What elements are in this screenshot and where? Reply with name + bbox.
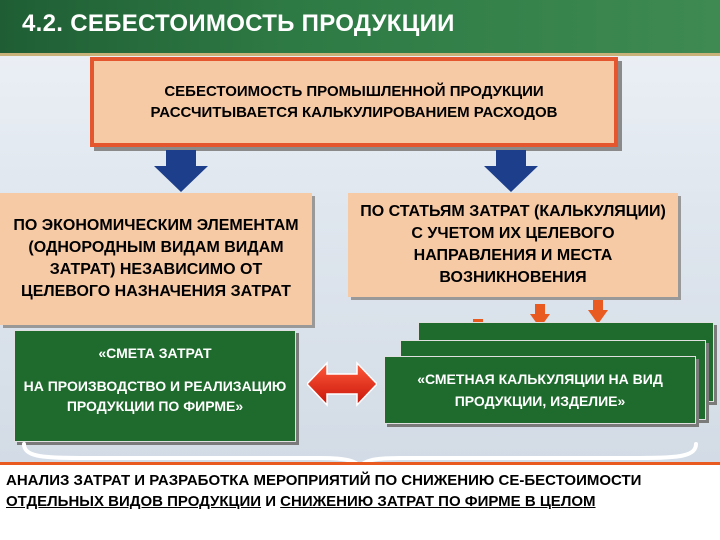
cost-items-box <box>348 193 678 297</box>
calculation-text: «СМЕТНАЯ КАЛЬКУЛЯЦИИ НА ВИД ПРОДУКЦИИ, ИЗДЕЛИЕ» <box>417 371 663 409</box>
double-arrow-icon <box>307 361 377 407</box>
conclusion-part1: АНАЛИЗ ЗАТРАТ И РАЗРАБОТКА МЕРОПРИЯТИЙ ПО СНИЖЕНИЮ СЕ-БЕСТОИМОСТИ <box>6 472 642 489</box>
bracket-brace-icon <box>20 426 700 466</box>
top-statement-text: СЕБЕСТОИМОСТЬ ПРОМЫШЛЕННОЙ ПРОДУКЦИИ РАССЧИТЫВАЕТСЯ КАЛЬКУЛИРОВАНИЕМ РАСХОДОВ <box>150 83 558 121</box>
analysis-conclusion-box <box>0 462 720 540</box>
conclusion-part4: СНИЖЕНИЮ ЗАТРАТ ПО ФИРМЕ В ЦЕЛОМ <box>280 493 596 510</box>
economic-elements-text: ПО ЭКОНОМИЧЕСКИМ ЭЛЕМЕНТАМ (ОДНОРОДНЫМ ВИДАМ ВИДАМ ЗАТРАТ) НЕЗАВИСИМО ОТ ЦЕЛЕВОГО НАЗНАЧЕНИЯ ЗАТРАТ <box>13 217 299 300</box>
conclusion-part3: И <box>261 493 281 510</box>
top-statement-box <box>90 57 618 147</box>
page-title: 4.2. СЕБЕСТОИМОСТЬ ПРОДУКЦИИ <box>22 10 455 37</box>
down-arrow-icon-left <box>154 150 208 192</box>
down-arrow-icon-right <box>484 150 538 192</box>
cost-items-text: ПО СТАТЬЯМ ЗАТРАТ (КАЛЬКУЛЯЦИИ) С УЧЕТОМ ИХ ЦЕЛЕВОГО НАПРАВЛЕНИЯ И МЕСТА ВОЗНИКНОВЕНИЯ <box>360 203 666 286</box>
cost-estimate-desc: НА ПРОИЗВОДСТВО И РЕАЛИЗАЦИЮ ПРОДУКЦИИ ПО ФИРМЕ» <box>23 378 287 414</box>
small-down-arrow-icon <box>588 300 608 324</box>
economic-elements-box <box>0 193 312 325</box>
cost-estimate-title: «СМЕТА ЗАТРАТ <box>98 345 212 361</box>
conclusion-part2: ОТДЕЛЬНЫХ ВИДОВ ПРОДУКЦИИ <box>6 493 262 510</box>
calculation-card-front <box>384 356 696 424</box>
